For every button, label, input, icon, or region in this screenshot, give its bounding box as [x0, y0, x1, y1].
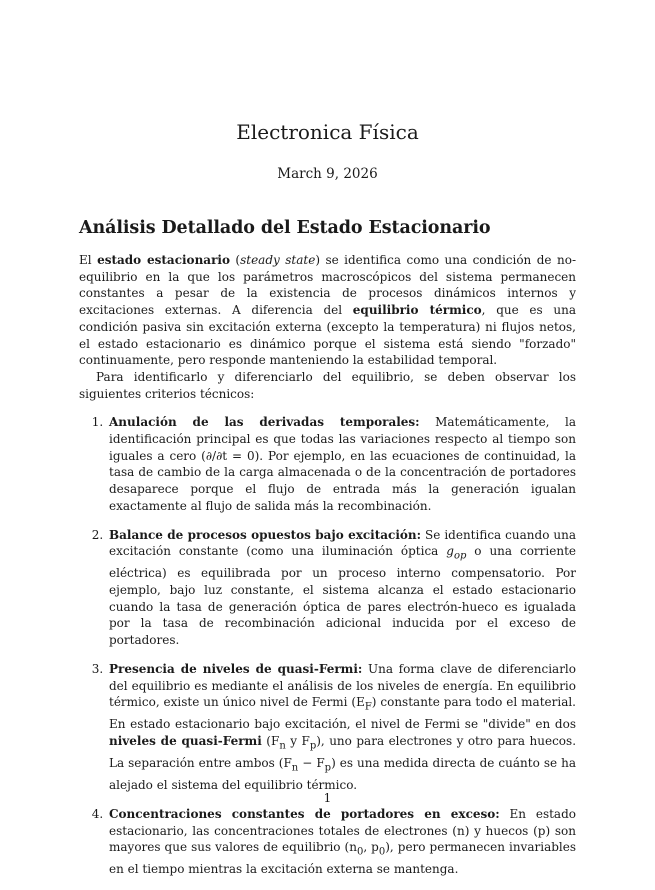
math-subscript: op [453, 550, 467, 562]
text-run: ( [229, 253, 241, 267]
criterion-text: − F [298, 756, 325, 771]
math-symbol: g [446, 544, 454, 559]
math-subscript: F [364, 701, 372, 713]
section-heading: Análisis Detallado del Estado Estacionario [79, 218, 491, 238]
criterion-text: y F [285, 734, 310, 749]
criterion-title: Presencia de niveles de quasi-Fermi: [109, 661, 363, 676]
criterion-title: Balance de procesos opuestos bajo excitación: [109, 527, 422, 542]
criterion-text: En estado estacionario, las concentraciones totales de electrones (n) y huecos (p) son mayores que sus valores de equilibrio (n [109, 806, 576, 855]
intro-paragraph [79, 252, 576, 369]
criterion-text: Matemáticamente, la identificación principal es que todas las variaciones respecto al tiempo son iguales a cero (∂/∂t = 0). Por ejemplo, en las ecuaciones de continuidad, la tasa de cambio de la carga almacenada o de la concentración de portadores desaparece porque el flujo de entrada más la generación igualan exactamente al flujo de salida más la recombinación. [109, 415, 576, 513]
criteria-intro-paragraph: Para identificarlo y diferenciarlo del equilibrio, se deben observar los siguientes criterios técnicos: [79, 369, 576, 401]
document-date: March 9, 2026 [277, 166, 378, 182]
criterion-text: Una forma clave de diferenciarlo del equilibrio es mediante el análisis de los niveles de energía. En equilibrio térmico, existe un único nivel de Fermi (E [109, 661, 576, 710]
term-equilibrio-termico: equilibrio térmico [352, 303, 482, 318]
criterion-item [107, 806, 576, 878]
criterion-text: ), uno para electrones y otro para huecos. La separación entre ambos (F [109, 734, 577, 771]
text-run: El [79, 253, 98, 267]
math-subscript: n [279, 740, 286, 752]
term-quasi-fermi: niveles de quasi-Fermi [109, 734, 262, 749]
criterion-text: ) es una medida directa de cuánto se ha alejado el sistema del equilibrio térmico. [109, 756, 576, 793]
document-title: Electronica Física [236, 120, 419, 144]
criterion-item [107, 527, 576, 649]
text-run: ) se identifica como una condición de no-equilibrio en la que los parámetros macroscópicos del sistema permanecen constantes a pesar de la existencia de procesos dinámicos internos y excitaciones externas. A diferencia del [79, 253, 576, 318]
criterion-text: o una corriente eléctrica) es equilibrada por un proceso interno compensatorio. Por ejemplo, bajo luz constante, el sistema alcanza el estado estacionario cuando la tasa de generación óptica de pares electrón-hueco es igualada por la tasa de recombinación adicional inducida por el exceso de portadores. [109, 544, 576, 648]
criterion-title: Anulación de las derivadas temporales: [109, 415, 420, 430]
criterion-item [107, 414, 576, 514]
text-run: , que es una condición pasiva sin excitación externa (excepto la temperatura) ni flujos netos, el estado estacionario es dinámico porque el sistema está siendo "forzado" continuamente, pero responde manteniendo la estabilidad temporal. [79, 303, 577, 368]
term-estado-estacionario: estado estacionario [97, 253, 230, 267]
criterion-text: ) constante para todo el material. En estado estacionario bajo excitación, el nivel de Fermi se "divide" en dos [109, 695, 576, 732]
term-steady-state: steady state [240, 253, 316, 267]
criterion-text: ), pero permanecen invariables en el tiempo mientras la excitación externa se mantenga. [109, 840, 577, 877]
math-subscript: p [324, 762, 332, 774]
criterion-item [107, 661, 576, 794]
criterion-text: Se identifica cuando una excitación constante (como una iluminación óptica [109, 527, 576, 559]
math-subscript: 0 [378, 846, 386, 858]
math-subscript: 0 [356, 846, 364, 858]
page-number: 1 [323, 791, 332, 805]
criterion-title: Concentraciones constantes de portadores en exceso: [109, 806, 500, 821]
criterion-text: , p [363, 840, 379, 855]
math-subscript: p [309, 740, 317, 752]
math-subscript: n [291, 762, 299, 774]
criterion-text: (F [261, 734, 280, 749]
criteria-list [79, 414, 576, 878]
